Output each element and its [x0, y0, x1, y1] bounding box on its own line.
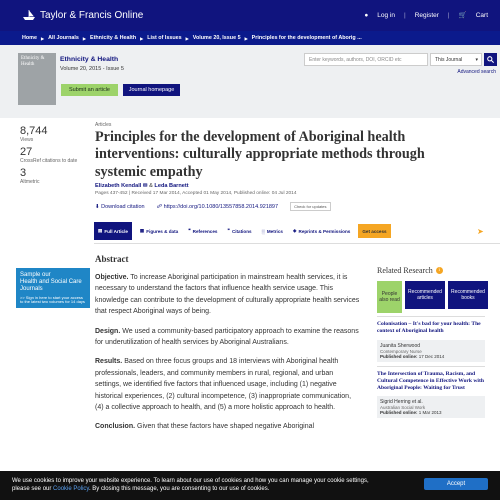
abstract-body [95, 272, 360, 441]
ampersand: & [149, 183, 153, 189]
download-icon: ⬇ [95, 203, 100, 210]
journal-homepage-button[interactable]: Journal homepage [123, 84, 180, 96]
breadcrumb-volume[interactable]: Volume 20, Issue 5 [192, 35, 241, 41]
ship-icon [22, 9, 36, 21]
check-updates-button[interactable]: Check for updates [290, 202, 330, 211]
chevron-right-icon: ▶ [40, 35, 45, 41]
article-title: Principles for the development of Aboriginal health interventions: culturally appropriate methods through systemic empathy [95, 129, 425, 180]
doi-link[interactable] [157, 204, 279, 210]
cookie-text: . By closing this message, you are consenting to our use of cookies. [88, 485, 270, 492]
views-count: 8,744 [20, 125, 48, 137]
paragraph-label: Design. [95, 327, 121, 335]
journal-title[interactable]: Ethnicity & Health [60, 56, 119, 63]
tab-references[interactable] [186, 222, 219, 240]
list-item [377, 366, 485, 419]
breadcrumb-home[interactable]: Home [22, 35, 37, 41]
crossref-count: 27 [20, 146, 33, 158]
paragraph-text: Based on three focus groups and 18 interviews with Aboriginal health professionals, leaders, and community members in rural, regional, and urban settings, we identified five factors that influenced usage, including (1) negative historical experiences, (2) cultural incompetence, (3) inappropriate communication, (4) a collective approach to health, and (5) a more holistic approach to health. [95, 358, 352, 412]
cookie-text: please see our [12, 485, 52, 492]
login-link[interactable]: Log in [377, 11, 395, 19]
cookie-text-line2 [12, 486, 488, 494]
related-author: Juanita Sherwood [380, 342, 421, 349]
tab-label: Figures & data [146, 228, 179, 234]
author-link[interactable]: Leda Barnett [154, 183, 189, 189]
top-header [0, 0, 500, 31]
promo-small: >> Sign in here to start your access to the latest two volumes for 14 days [20, 294, 85, 305]
tab-full-article[interactable] [94, 222, 132, 240]
cover-title: Ethnicity & Health [21, 56, 45, 67]
promo-banner[interactable] [16, 268, 90, 308]
list-item [377, 316, 485, 362]
related-list [377, 316, 485, 422]
published-date: 17 Dec 2014 [418, 353, 445, 359]
related-meta [377, 340, 485, 362]
chevron-right-icon: ▶ [185, 35, 189, 41]
section-divider [94, 243, 500, 244]
chevron-right-icon: ▶ [244, 35, 248, 41]
tab-label: Reprints & Permissions [298, 228, 351, 234]
tab-metrics[interactable] [260, 222, 285, 240]
related-journal: Australian Social Work [380, 405, 426, 411]
tab-reprints[interactable] [291, 222, 352, 240]
tab-label: Full Article [104, 228, 128, 234]
related-tabs [377, 281, 488, 313]
share-icon[interactable]: ➤ [477, 227, 484, 236]
quote-icon: ❞ [227, 228, 230, 233]
search-button[interactable] [484, 53, 497, 66]
breadcrumb [0, 31, 500, 45]
breadcrumb-current: Principles for the development of Aborig ... [251, 35, 362, 41]
tab-recommended-books[interactable]: Recommended books [448, 281, 488, 309]
tab-label: Metrics [266, 228, 283, 234]
journal-cover[interactable] [18, 53, 56, 105]
tab-figures[interactable] [138, 222, 180, 240]
doi-label: https://doi.org/10.1080/13557858.2014.921897 [163, 203, 279, 210]
brand-name: Taylor & Francis Online [40, 9, 144, 21]
abstract-paragraph [95, 356, 360, 413]
journal-volume[interactable]: Volume 20, 2015 - Issue 5 [60, 66, 124, 72]
scope-value: This Journal [435, 57, 463, 63]
get-access-button[interactable]: Get access [358, 224, 390, 238]
cookie-text: We use cookies to improve your website experience. To learn about our use of cookies and how you can manage your cookie settings, [12, 478, 369, 484]
author-list [95, 183, 189, 189]
abstract-paragraph [95, 421, 360, 432]
breadcrumb-all-journals[interactable]: All Journals [48, 35, 79, 41]
related-meta [377, 396, 485, 418]
breadcrumb-issues[interactable]: List of Issues [147, 35, 182, 41]
altmetric-count[interactable]: 3 [20, 167, 27, 179]
cart-link[interactable]: Cart [475, 11, 488, 19]
views-label: Views [20, 137, 34, 143]
quote-icon: ❝ [188, 228, 191, 233]
related-research-heading [377, 266, 443, 275]
crossref-label: CrossRef citations to date [20, 158, 78, 164]
cart-icon[interactable]: 🛒 [458, 12, 467, 19]
link-icon: ☍ [156, 203, 163, 210]
info-icon[interactable]: i [436, 267, 443, 274]
related-title-link[interactable]: Colonisation – It's bad for your health: The context of Aboriginal health [377, 321, 481, 335]
publication-history: Pages 437-452 | Received 17 Mar 2014, Accepted 01 May 2014, Published online: 04 Jul 2014 [95, 191, 297, 196]
altmetric-label: Altmetric [20, 179, 40, 185]
image-icon: ▦ [139, 228, 145, 233]
cookie-policy-link[interactable]: Cookie Policy [53, 485, 89, 492]
email-icon[interactable]: ✉ [142, 183, 148, 189]
tab-people-also-read[interactable]: People also read [377, 281, 402, 313]
related-author: Sigrid Herring et al. [380, 399, 423, 406]
advanced-search-link[interactable]: Advanced search [457, 69, 496, 75]
paragraph-text: We used a community-based participatory approach to examine the reasons for underutilization of health services by Aboriginal Australians. [95, 327, 359, 347]
bar-chart-icon: ░ [261, 228, 265, 234]
related-title-link[interactable]: The Intersection of Trauma, Racism, and Cultural Competence in Effective Work with Aboriginal People: Waiting for Trust [377, 370, 484, 392]
user-icon: ● [364, 11, 369, 19]
article-type: Articles [95, 122, 112, 128]
paragraph-label: Objective. [95, 274, 129, 281]
paragraph-text: Given that these factors have shaped negative Aboriginal [137, 423, 315, 431]
author-link[interactable]: Elizabeth Kendall [95, 183, 142, 189]
search-icon [487, 56, 494, 63]
article-tabs [94, 222, 391, 240]
paragraph-label: Conclusion. [95, 423, 136, 431]
chevron-down-icon: ▾ [475, 57, 478, 63]
article-metrics [20, 125, 80, 188]
divider: | [404, 11, 406, 19]
lock-icon: ◈ [292, 228, 297, 233]
search-input[interactable]: Enter keywords, authors, DOI, ORCID etc [304, 53, 428, 66]
published-date: 1 Mar 2013 [418, 410, 442, 416]
related-published [380, 410, 482, 415]
abstract-heading: Abstract [95, 254, 129, 264]
search-scope-select[interactable] [430, 53, 482, 66]
published-label: Published online: [380, 410, 418, 416]
brand-logo[interactable] [22, 9, 143, 21]
tab-label: Citations [231, 228, 252, 234]
paragraph-text: To increase Aboriginal participation in mainstream health services, it is necessary to understand the factors that influence health service usage. This knowledge can contribute to the development of culturally appropriate health services that respect Aboriginal ways of being. [95, 274, 360, 316]
related-published [380, 354, 482, 359]
download-citation-label: Download citation [101, 203, 145, 210]
divider: | [447, 11, 450, 19]
chevron-right-icon: ▶ [140, 35, 144, 41]
chevron-right-icon: ▶ [82, 35, 86, 41]
abstract-paragraph [95, 326, 360, 349]
accept-cookies-button[interactable]: Accept [424, 478, 488, 490]
related-journal: Contemporary Nurse [380, 348, 422, 354]
paragraph-label: Results. [95, 358, 123, 366]
download-citation-link[interactable] [95, 204, 145, 210]
tab-recommended-articles[interactable]: Recommended articles [405, 281, 445, 309]
related-research-title: Related Research [377, 266, 433, 275]
tab-label: References [192, 228, 218, 234]
promo-line1: Sample our [20, 272, 51, 278]
published-label: Published online: [380, 353, 418, 359]
document-icon: ▤ [98, 228, 103, 233]
submit-article-button[interactable]: Submit an article [61, 84, 118, 96]
breadcrumb-journal[interactable]: Ethnicity & Health [90, 35, 137, 41]
register-link[interactable]: Register [414, 11, 439, 19]
abstract-paragraph [95, 272, 360, 318]
promo-line2: Health and Social Care Journals [20, 278, 82, 292]
tab-citations[interactable] [225, 222, 253, 240]
